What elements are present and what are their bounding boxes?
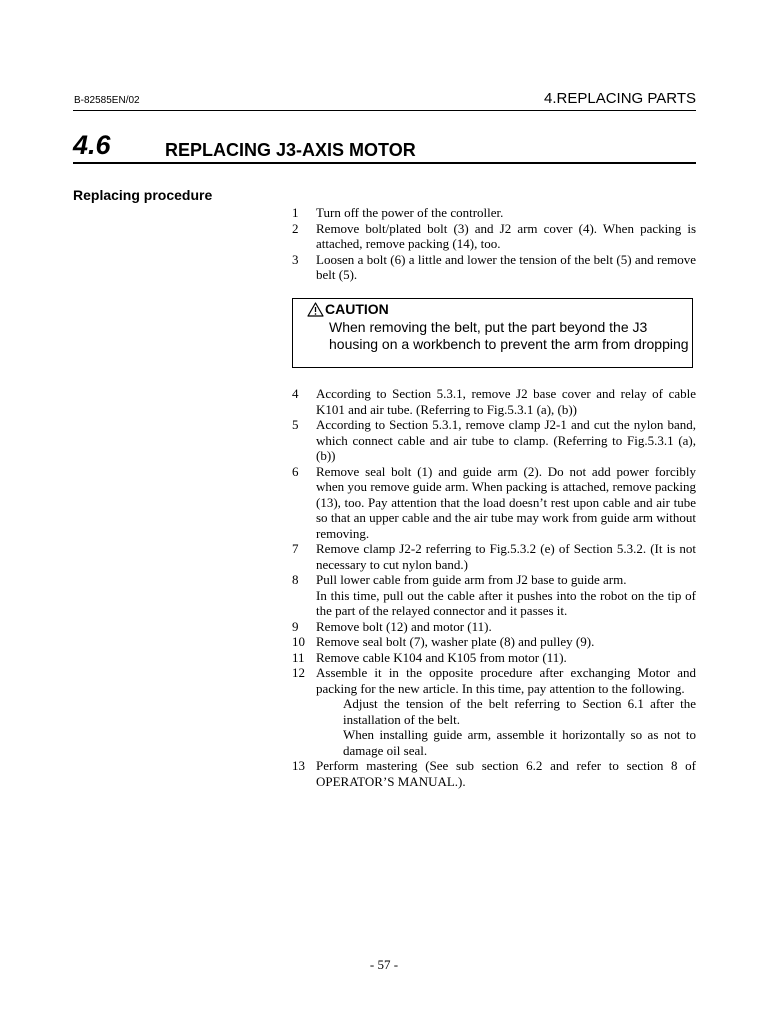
- step-text: [316, 572, 696, 619]
- caution-label: CAUTION: [325, 301, 389, 317]
- caution-box: [292, 298, 693, 368]
- step-number: 13: [292, 758, 305, 773]
- step-number: 11: [292, 649, 305, 665]
- step-line: Remove bolt/plated bolt (3) and J2 arm cover (4). When packing is attached, remove packing (14), too.: [316, 220, 696, 251]
- step-text: [316, 619, 696, 635]
- page-number: - 57 -: [369, 957, 399, 972]
- step-text: [316, 665, 696, 758]
- procedure-step: [292, 665, 696, 758]
- step-line: In this time, pull out the cable after it pushes into the robot on the tip of the part of the relayed connector and it passes it.: [316, 587, 696, 618]
- procedure-step: [292, 634, 696, 650]
- warning-triangle-icon: [307, 302, 324, 317]
- procedure-step: [292, 252, 696, 283]
- step-text: [316, 417, 696, 464]
- procedure-step: [292, 221, 696, 252]
- step-number: 9: [292, 618, 299, 634]
- step-line: Assemble it in the opposite procedure after exchanging Motor and packing for the new article. In this time, pay attention to the following.: [316, 665, 696, 696]
- step-text: [316, 221, 696, 252]
- procedure-steps-part-2: [292, 386, 696, 789]
- step-number: 10: [292, 634, 305, 649]
- section-number: 4.6: [73, 130, 111, 160]
- step-text: [316, 205, 696, 221]
- step-line: Perform mastering (See sub section 6.2 and refer to section 8 of OPERATOR’S MANUAL.).: [316, 758, 696, 789]
- step-line: Remove clamp J2-2 referring to Fig.5.3.2 (e) of Section 5.3.2. (It is not necessary to cut nylon band.): [316, 541, 696, 572]
- step-number: 2: [292, 220, 299, 236]
- step-number: 12: [292, 665, 305, 680]
- step-text: [316, 252, 696, 283]
- step-line: Remove bolt (12) and motor (11).: [316, 618, 492, 634]
- step-number: 7: [292, 541, 299, 556]
- step-line: According to Section 5.3.1, remove J2 base cover and relay of cable K101 and air tube. (Referring to Fig.5.3.1 (a), (b)): [316, 386, 696, 417]
- procedure-step: [292, 541, 696, 572]
- step-line: Turn off the power of the controller.: [316, 205, 504, 220]
- procedure-step: [292, 464, 696, 542]
- step-text: [316, 650, 696, 666]
- step-line: Remove seal bolt (1) and guide arm (2). Do not add power forcibly when you remove guide arm. When packing is attached, remove packing (13), too. Pay attention that the load doesn’t rest upon cable and air tube so that an upper cable and the air tube may work from guide arm without removing.: [316, 463, 696, 541]
- section-title-rule: [73, 162, 696, 164]
- step-sub-note: Adjust the tension of the belt referring to Section 6.1 after the installation of the belt.: [343, 696, 696, 727]
- caution-heading: [307, 301, 389, 317]
- step-line: Loosen a bolt (6) a little and lower the tension of the belt (5) and remove belt (5).: [316, 251, 696, 282]
- step-text: [316, 758, 696, 789]
- step-number: 1: [292, 205, 299, 220]
- procedure-steps-part-1: [292, 205, 696, 283]
- step-sub-note: When installing guide arm, assemble it horizontally so as not to damage oil seal.: [343, 727, 696, 758]
- procedure-step: [292, 417, 696, 464]
- chapter-title: 4.REPLACING PARTS: [544, 90, 696, 107]
- step-number: 5: [292, 417, 299, 432]
- step-line: According to Section 5.3.1, remove clamp J2-1 and cut the nylon band, which connect cable and air tube to clamp. (Referring to Fig.5.3.1 (a), (b)): [316, 417, 696, 463]
- procedure-step: [292, 758, 696, 789]
- header-rule: [73, 110, 696, 111]
- caution-text: When removing the belt, put the part beyond the J3 housing on a workbench to prevent the arm from dropping: [329, 319, 689, 352]
- step-number: 8: [292, 572, 299, 587]
- procedure-step: [292, 650, 696, 666]
- step-text: [316, 464, 696, 542]
- procedure-step: [292, 386, 696, 417]
- procedure-step: [292, 619, 696, 635]
- section-title: REPLACING J3-AXIS MOTOR: [165, 140, 416, 160]
- step-line: Remove seal bolt (7), washer plate (8) and pulley (9).: [316, 634, 595, 649]
- step-number: 6: [292, 463, 299, 479]
- document-code: B-82585EN/02: [74, 95, 140, 106]
- step-line: Pull lower cable from guide arm from J2 base to guide arm.: [316, 572, 627, 587]
- step-number: 3: [292, 251, 299, 267]
- step-text: [316, 634, 696, 650]
- procedure-step: [292, 205, 696, 221]
- step-text: [316, 541, 696, 572]
- procedure-step: [292, 572, 696, 619]
- step-line: Remove cable K104 and K105 from motor (11).: [316, 649, 567, 665]
- step-number: 4: [292, 386, 299, 401]
- step-text: [316, 386, 696, 417]
- subheading: Replacing procedure: [73, 187, 213, 203]
